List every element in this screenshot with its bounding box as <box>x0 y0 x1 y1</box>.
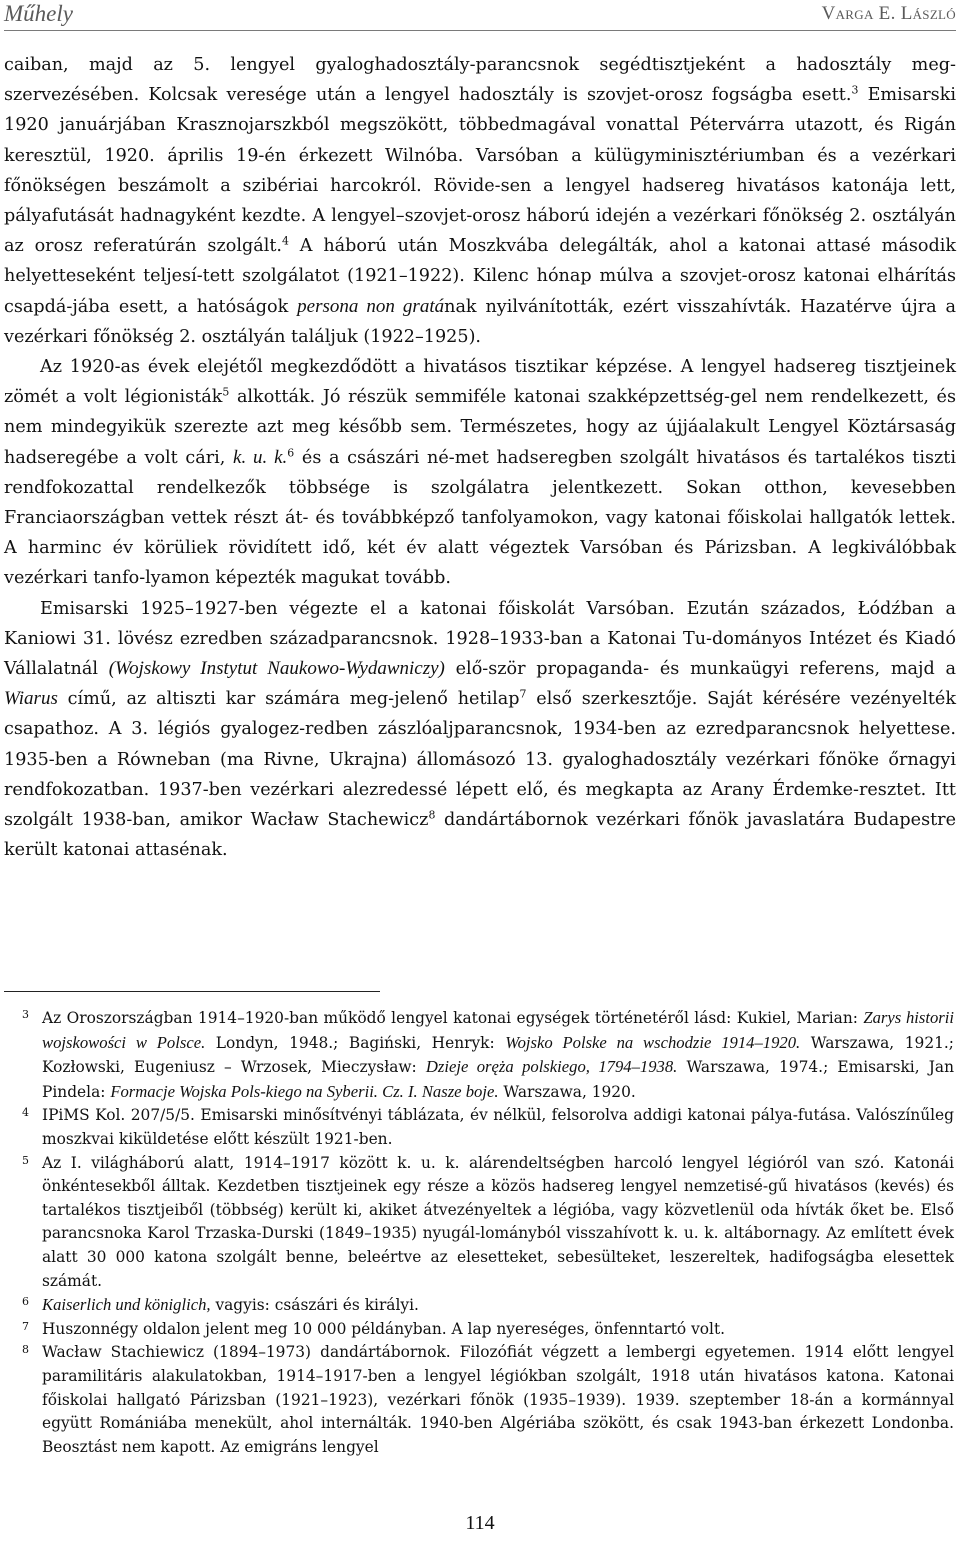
italic-run: (Wojskowy Instytut Naukowo-Wydawniczy) <box>108 658 445 680</box>
text-run: Huszonnégy oldalon jelent meg 10 000 példányban. A lap nyereséges, önfenntartó volt. <box>42 1319 726 1338</box>
footnote-number: 4 <box>22 1106 29 1120</box>
footnote-5 <box>4 1152 954 1294</box>
footnote-ref-4[interactable]: 4 <box>282 234 289 248</box>
text-run: caiban, majd az 5. lengyel gyaloghadosztály-parancsnok segédtisztjeként a hadosztály meg-szervezésében. Kolcsak veresége után a lengyel hadosztály is szovjet-orosz fogságba esett. <box>4 55 956 106</box>
footnote-3 <box>4 1006 954 1104</box>
italic-run: Kaiserlich und königlich, <box>42 1295 211 1315</box>
footnote-ref-5[interactable]: 5 <box>222 385 230 399</box>
section-title: Műhely <box>4 1 73 26</box>
italic-run: Wiarus <box>4 688 58 710</box>
main-text <box>4 50 956 865</box>
italic-run: Wojsko Polske na wschodzie 1914–1920. <box>505 1032 801 1052</box>
text-run: Warszawa, 1920. <box>498 1082 636 1101</box>
text-run: nak nyilvánították, ezért visszahívták. Hazatérve újra a vezérkari főnökség 2. osztályán találjuk (1922–1925). <box>4 296 956 347</box>
italic-run: Formacje Wojska Pols-kiego na Syberii. Cz. I. Nasze boje. <box>110 1081 499 1101</box>
paragraph-2 <box>4 352 956 594</box>
running-header <box>4 0 956 31</box>
text-run: vagyis: császári és királyi. <box>210 1296 419 1315</box>
text-run: első szerkesztője. Saját kérésére vezényelték csapathoz. A 3. légiós gyalogez-redben zászlóaljparancsnok, 1934-ben az ezredparancsnok helyettese. 1935-ben a Równeban (ma Rivne, Ukrajna) állomásozó 13. gyaloghadosztály vezérkari főnöke őrnagyi rendfokozatban. 1937-ben vezérkari alezredessé lépett elő, és megkapta az Arany Érdemke-resztet. Itt szolgált 1938-ban, amikor Wacław Stachewicz <box>4 689 956 831</box>
text-run: IPiMS Kol. 207/5/5. Emisarski minősítvényi táblázata, év nélkül, felsorolva addigi katonai pálya-futása. Valószínűleg moszkvai kiküldetése előtt készült 1921-ben. <box>42 1106 954 1148</box>
text-run: és a császári né-met hadseregben szolgált hivatásos és tartalékos tiszti rendfokozattal rendelkezők többsége is szolgálatra jelentkezett. Sokan otthon, kevesebben Franciaországban vettek részt át- és továbbképző tanfolyamokon, vagy katonai főiskolai hallgatók lettek. A harminc év körüliek rövidített idő, két év alatt végeztek Varsóban és Párizsban. A legkiválóbbak vezérkari tanfo-lyamon képezték magukat tovább. <box>4 447 956 589</box>
page-number: 114 <box>465 1512 495 1534</box>
footnote-ref-8[interactable]: 8 <box>428 808 436 822</box>
footnote-ref-7[interactable]: 7 <box>519 687 527 701</box>
italic-run: persona non gratá <box>297 295 445 317</box>
italic-run: Zarys historii wojskowości w Polsce. <box>42 1008 954 1052</box>
footnote-4 <box>4 1104 954 1151</box>
footnotes <box>4 1006 954 1459</box>
footnote-6 <box>4 1293 954 1318</box>
text-run: alkották. Jó részük semmiféle katonai szakképzettség-gel nem rendelkezett, és nem mindegyikük szerezte azt meg később sem. Természetes, hogy az újjáalakult Lengyel Köztársaság hadseregébe a volt cári, <box>4 387 956 468</box>
footnote-number: 6 <box>22 1295 29 1309</box>
text-run: című, az altiszti kar számára meg-jelenő hetilap <box>57 689 520 710</box>
text-run: Emisarski 1920 januárjában Krasznojarszkból megszökött, többedmagával vonattal Pétervárra utazott, és Rigán keresztül, 1920. április 19-én érkezett Wilnóba. Varsóban a külügyminisztériumban és a vezérkari főnökségen beszámolt a szibériai harcokról. Rövide-sen a lengyel hadsereg hivatásos katonája lett, pályafutását hadnagyként kezdte. A lengyel–szovjet-orosz háború idején a vezérkari főnökség 2. osztályán az orosz referatúrán szolgált. <box>4 85 956 257</box>
footnote-divider <box>4 991 380 992</box>
italic-run: k. u. k. <box>233 446 288 468</box>
text-run: Emisarski 1925–1927-ben végezte el a katonai főiskolát Varsóban. Ezután százados, Łódźban a Kaniowi 31. lövész ezredben századparancsnok. 1928–1933-ban a Katonai Tu-dományos Intézet és Kiadó Vállalatnál <box>4 598 956 680</box>
footnote-8 <box>4 1341 954 1459</box>
footnote-7 <box>4 1318 954 1342</box>
footnote-ref-6[interactable]: 6 <box>287 445 295 459</box>
italic-run: Dzieje oręża polskiego, 1794–1938. <box>425 1057 678 1077</box>
footnote-ref-3[interactable]: 3 <box>851 83 859 97</box>
text-run: Warszawa, 1974.; Emisarski, Jan Pindela: <box>42 1058 954 1101</box>
text-run: dandártábornok vezérkari főnök javaslatára Budapestre került katonai attasénak. <box>4 810 956 861</box>
text-run: Londyn, 1948.; Bagiński, Henryk: <box>205 1033 506 1052</box>
text-run: Wacław Stachiewicz (1894–1973) dandártábornok. Filozófiát végzett a lembergi egyetemen. 1914 előtt lengyel paramilitáris alakulatokban, 1914–1917-ben a lengyel légiókban szolgált, 1918 után hivatásos katona. Katonai főiskolai hallgató Párizsban (1921–1923), vezérkari főnök (1935–1939). 1939. szeptember 18-án a kormánnyal együtt Romániába menekült, ahol internálták. 1940-ben Algériába szökött, és csak 1943-ban érkezett Londonba. Beosztást nem kapott. Az emigráns lengyel <box>42 1343 954 1456</box>
footnote-number: 7 <box>22 1319 29 1333</box>
footnote-number: 8 <box>22 1343 29 1357</box>
footnote-number: 5 <box>22 1153 29 1167</box>
paragraph-3 <box>4 594 956 866</box>
text-run: Az Oroszországban 1914–1920-ban működő lengyel katonai egységek történetéről lásd: Kukiel, Marian: <box>42 1009 864 1027</box>
text-run: A háború után Moszkvába delegálták, ahol a katonai attasé második helyetteseként teljesí-tett szolgálatot (1921–1922). Kilenc hónap múlva a szovjet-orosz katonai elhárítás csapdá-jába esett, a hatóságok <box>4 236 956 317</box>
text-run: Az I. világháború alatt, 1914–1917 között k. u. k. alárendeltségben harcoló lengyel légióról van szó. Katonái önkéntesekből álltak. Kezdetben tisztjeinek egy része a közös hadsereg lengyel nemzetisé-gű hivatásos (kevés) és tartalékos tisztjeiből (többség) került ki, akiket átvezényeltek a légióba, vagy közvetlenül oda hívták őket be. Első parancsnoka Karol Trzaska-Durski (1849–1935) nyugál-lományból visszahívott k. u. k. altábornagy. Az említett évek alatt 30 000 katona szolgált benne, beleértve az elesetteket, sebesülteket, leszereltek, hadifogságba elesettek számát. <box>42 1153 954 1290</box>
text-run: Az 1920-as évek elejétől megkezdődött a hivatásos tisztikar képzése. A lengyel hadsereg tisztjeinek zömét a volt légionisták <box>4 357 956 408</box>
text-run: elő-ször propaganda- és munkaügyi referens, majd a <box>444 659 956 680</box>
paragraph-1 <box>4 50 956 352</box>
footnote-number: 3 <box>22 1008 29 1021</box>
text-run: Warszawa, 1921.; Kozłowski, Eugeniusz – Wrzosek, Mieczysław: <box>42 1033 954 1077</box>
author-name: Varga E. László <box>821 3 956 24</box>
